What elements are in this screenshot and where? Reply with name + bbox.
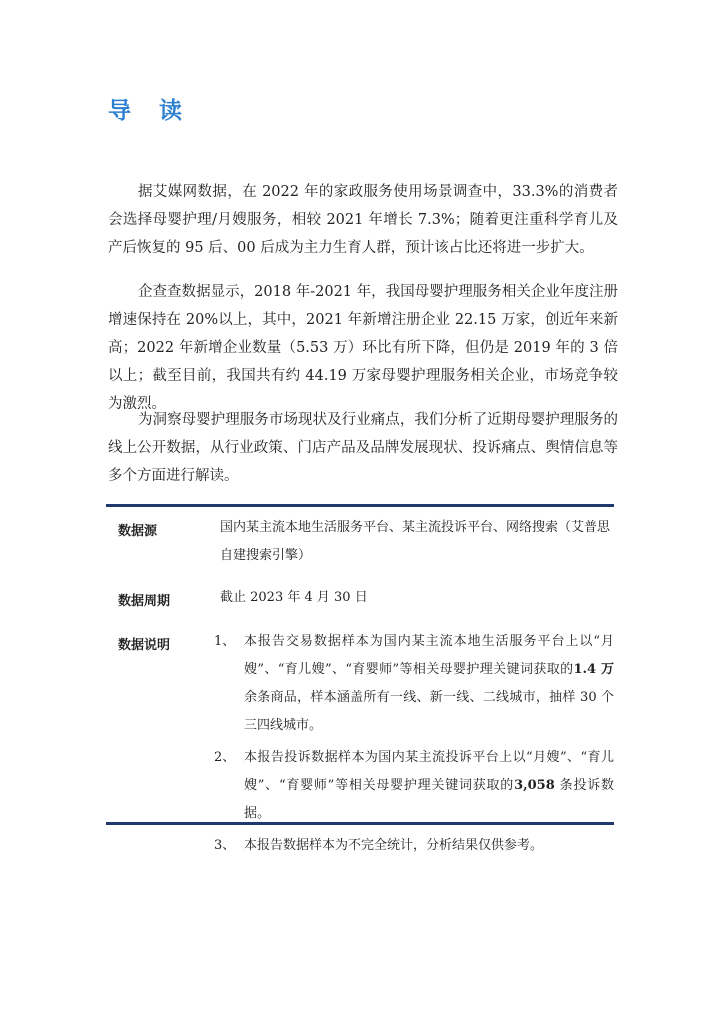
intro-paragraph-2: 企查查数据显示，2018 年-2021 年，我国母婴护理服务相关企业年度注册增速保持在 20%以上，其中，2021 年新增注册企业 22.15 万家，创近年来新高；2022 年新增企业数量（5.53 万）环比有所下降，但仍是 2019 年的 3 倍以上；截至目前，我国共有约 44.19 万家母婴护理服务相关企业，市场竞争较为激烈。 [108,284,618,412]
intro-paragraph-1: 据艾媒网数据，在 2022 年的家政服务使用场景调查中，33.3%的消费者会选择母婴护理/月嫂服务，相较 2021 年增长 7.3%；随着更注重科学育儿及产后恢复的 95 后、00 后成为主力生育人群，预计该占比还将进一步扩大。 [108,184,618,256]
page-title: 导 读 [108,98,193,124]
list-item-number: 3、 [214,838,236,853]
list-item [214,744,614,828]
data-source-value: 国内某主流本地生活服务平台、某主流投诉平台、网络搜索（艾普思自建搜索引擎） [220,520,611,563]
list-item-highlight: 3,058 [514,778,555,793]
list-item [214,832,614,860]
table-top-rule [106,504,614,507]
list-item-highlight: 1.4 万 [573,662,614,677]
list-item-text: 本报告交易数据样本为国内某主流本地生活服务平台上以“月嫂”、“育儿嫂”、“育婴师”等相关母婴护理关键词获取的 [244,634,614,677]
data-source-label: 数据源 [118,524,158,539]
list-item-text: 本报告数据样本为不完全统计，分析结果仅供参考。 [244,838,544,853]
data-description-list [214,628,614,864]
list-item-number: 2、 [214,750,236,765]
data-description-label: 数据说明 [118,638,171,653]
table-bottom-rule [106,822,614,825]
list-item-number: 1、 [214,634,236,649]
list-item [214,628,614,740]
list-item-text: 余条商品，样本涵盖所有一线、新一线、二线城市，抽样 30 个三四线城市。 [244,690,614,733]
data-period-value: 截止 2023 年 4 月 30 日 [220,590,368,605]
list-item-text: 条投诉数据。 [244,778,614,821]
list-item-text: 本报告投诉数据样本为国内某主流投诉平台上以“月嫂”、“育儿嫂”、“育婴师”等相关母婴护理关键词获取的 [244,750,614,793]
intro-paragraph-3: 为洞察母婴护理服务市场现状及行业痛点，我们分析了近期母婴护理服务的线上公开数据，从行业政策、门店产品及品牌发展现状、投诉痛点、舆情信息等多个方面进行解读。 [108,412,618,484]
data-period-label: 数据周期 [118,594,171,609]
